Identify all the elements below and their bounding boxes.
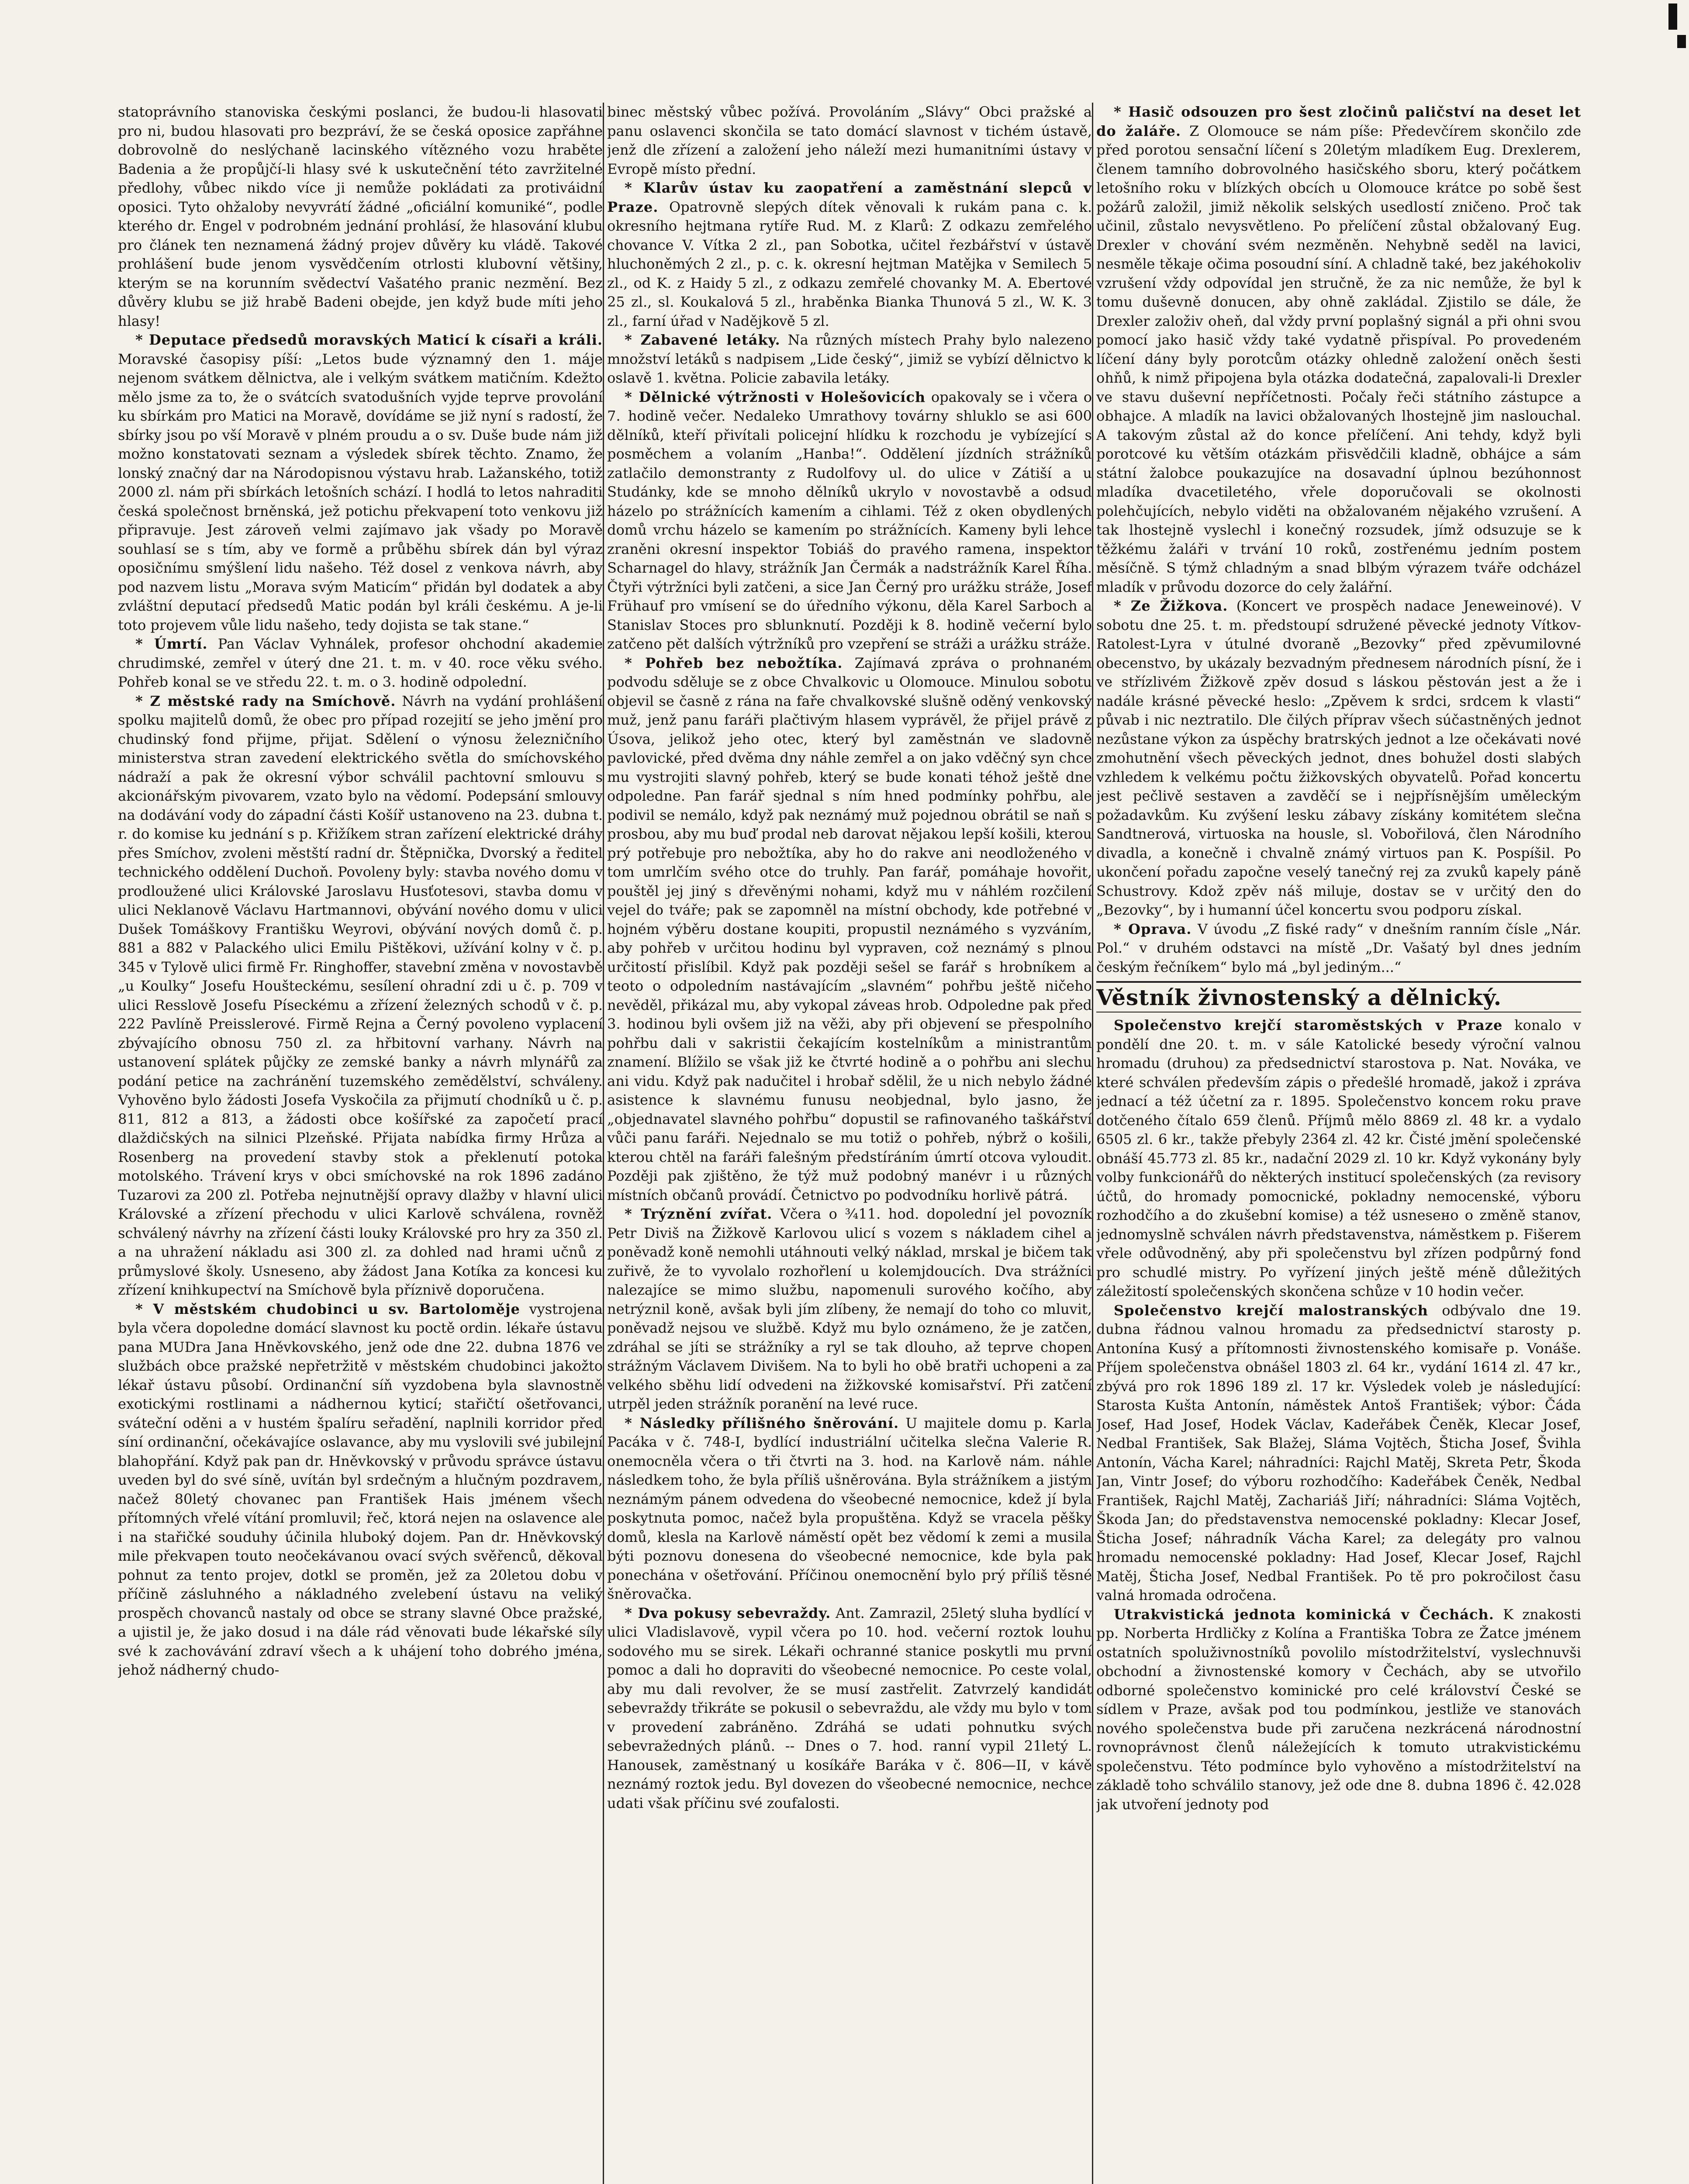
section-heading: Věstník živnostenský a dělnický. bbox=[1096, 981, 1581, 1013]
article-headline: * Dělnické výtržnosti v Holešovicích bbox=[625, 388, 926, 405]
article-headline: * Oprava. bbox=[1114, 920, 1192, 937]
article-paragraph bbox=[1096, 920, 1581, 977]
article-headline: * Následky přílišného šněrování. bbox=[625, 1414, 899, 1431]
article-body: konalo v pondělí dne 20. t. m. v sále Katolické besedy výroční valnou hromadu (druhou) za předsednictví starostova p. Nat. Nováka, ve které schválen především zápis o předešlé hromadě, jakož i zpráva jednací a též účetní za r. 1895. Společenstvo koncem roku prave dotčeného čítalo 659 členů. Příjmů mělo 8869 zl. 48 kr. a vydalo 6505 zl. 6 kr., takže přebyly 2364 zl. 42 kr. Čisté jmění společenské obnáší 45.773 zl. 85 kr., nadační 2029 zl. 10 kr. Když vykonány byly volby funkcionářů do některých institucí společenských (za revisory účtů, do hromady pomocnické, pokladny nemocenské, výboru rozhodčího a do zkušební komise) a též usnesено o změně stanov, jednomyslně schválen návrh představenstva, náměstkem p. Fišerem vřele odůvodněný, aby při společenstvu byl zřízen podpůrný fond pro schudlé mistry. Po vyřízení jiných ještě méně důležitých záležitostí společenských skončena schůze v 10 hodin večer. bbox=[1096, 1017, 1581, 1299]
article-body: (Koncert ve prospěch nadace Jeneweinové). V sobotu dne 25. t. m. předstoupí sdružené pěvecké jednoty Vítkov-Ratolest-Lyra v útulné dvoraně „Bezovky“ před zpěvumilovné obecenstvo, by ukázaly bezvadným přednesem národních písní, že i ve střízlivém Žižkově zpěv dosud s láskou pěstován jest a že i nadále krásné pěvecké heslo: „Zpěvem k srdci, srdcem k vlasti“ půvab i nic neztratilo. Dle čilých příprav všech súčastněných jednot nezůstane výkon za úspěchy bratrských jednot a lze očekávati nové zmohutnění všech pěveckých jednot, dnes bohužel dosti slabých vzhledem k velkému počtu žižkovských obyvatelů. Pořad koncertu jest pečlivě sestaven a zavděčí se i nejpřísnějším uměleckým požadavkům. Ku zvýšení lesku zábavy získány komitétem slečna Sandtnerová, virtuoska na housle, sl. Vobořilová, člen Národního divadla, a konečně i chvalně známý virtuos pan K. Pospíšil. Po ukončení pořadu započne veselý tanečný rej za zvuků kapely páně Schustrovy. Kdož zpěv náš miluje, dostav se v určitý den do „Bezovky“, by i humanní účel koncertu svou podporu získal. bbox=[1096, 598, 1581, 918]
article-paragraph bbox=[118, 635, 603, 692]
article-body: Návrh na vydání prohlášení spolku majitelů domů, že obec pro případ rozejití se jeho jmění pro chudinský fond přijme, přijat. Sdělení o výnosu železničního ministerstva stran zavedení elektrického světla do smíchovského nádraží a pak že okresní výbor schválil pachtovní smlouvu s akcionářským pivovarem, vzato bylo na vědomí. Podepsání smlouvy na dodávání vody do západní části Košíř ustanoveno na 23. dubna t. r. do komise ku jednání s p. Křižíkem stran zařízení elektrické dráhy přes Smíchov, zvoleni městští radní dr. Štěpnička, Dvorský a ředitel technického oddělení Duchoň. Povoleny byly: stavba nového domu v prodloužené ulici Královské Jaroslavu Husťotesovi, stavba domu v ulici Neklanově Václavu Hartmannovi, obývání nového domu v ulici Dušek Tomáškovy Františku Weyrovi, obývání nových domů č. p. 881 a 882 v Palackého ulici Emilu Pištěkovi, užívání kolny v č. p. 345 v Tylově ulici firmě Fr. Ringhoffer, stavební změna v novostavbě „u Koulky“ Josefu Houšteckému, sesílení ohradní zdi u č. p. 709 v ulici Resslově Josefu Píseckému a zřízení železných schodů v č. p. 222 Pavlíně Preisslerové. Firmě Rejna a Černý povoleno vyplacení zbývajícího obnosu 750 zl. za hřbitovní varhany. Návrh na ustanovení splátek půjčky ze zemské banky a návrh mlynářů za podání petice na zachránění tuzemského zemědělství, schváleny. Vyhověno bylo žádosti Josefa Vyskočila za přijmutí chodníků u č. p. 811, 812 a 813, a žádosti obce košířské za započetí prací dlaždičských na silnici Plzeňské. Přijata nabídka firmy Hrůza a Rosenberg na provedení stavby stok a překlenutí potoka motolského. Trávení krys v obci smíchovské na rok 1896 zadáno Tuzarovi za 200 zl. Potřeba nejnutnější opravy dlažby v hlavní ulici Královské a zřízení přechodu v ulici Karlově schválena, rovněž schválený návrhy na zřízení části louky Královské pro hry za 350 zl. a na uhražení nákladu asi 300 zl. za dohled nad hrami učnů z průmyslové školy. Usneseno, aby žádost Jana Kotíka za koncesi ku zřízení knihkupectví na Smíchově byla příznivě doporučena. bbox=[118, 692, 603, 1298]
article-body: V úvodu „Z fiské rady“ v dnešním ranním čísle „Nár. Pol.“ v druhém odstavci na místě „Dr. Vašatý byl dnes jedním českým řečníkem“ bylo má „byl jediným...“ bbox=[1096, 920, 1581, 975]
article-paragraph bbox=[118, 103, 603, 331]
column-rule bbox=[603, 103, 604, 2184]
article-body: Ant. Zamrazil, 25letý sluha bydlící v ulici Vladislavově, vypil včera po 10. hod. večerní roztok louhu sodového mu se sirek. Lékaři ochranné stanice poskytli mu první pomoc a dali ho dopraviti do všeobecné nemocnice. Po ceste volal, aby mu dali revolver, že se musí zastřelit. Zatvrzelý kandidát sebevraždy třikráte se pokusil o sebevraždu, ale vždy mu bylo v tom v provedení zabráněno. Zdráhá se udati pohnutku svých sebevražedných plánů. -- Dnes o 7. hod. ranní vypil 21letý L. Hanousek, zaměstnaný u kosíkáře Baráka v č. 806—II, v kávě neznámý roztok jedu. Byl dovezen do všeobecné nemocnice, nechce udati však příčinu své zoufalosti. bbox=[607, 1604, 1092, 1811]
text-column-1 bbox=[118, 103, 603, 2184]
article-paragraph bbox=[607, 1414, 1092, 1604]
article-body: odbývalo dne 19. dubna řádnou valnou hromadu za předsednictví starosty p. Antonína Kusý a přítomnosti živnostenského komisaře p. Vonáše. Příjem společenstva obnášel 1803 zl. 64 kr., vydání 1614 zl. 47 kr., zbývá pro rok 1896 189 zl. 17 kr. Výsledek voleb je následující: Starosta Kušta Antonín, náměstek Antoš František; výbor: Čáda Josef, Had Josef, Hodek Václav, Kadeřábek Čeněk, Klecar Josef, Nedbal František, Sak Blažej, Sláma Vojtěch, Šticha Josef, Švihla Antonín, Vácha Karel; náhradníci: Rajchl Matěj, Skreta Petr, Škoda Jan, Vintr Josef; do výboru rozhodčího: Kadeřábek Čeněk, Nedbal František, Rajchl Matěj, Zachariáš Jiří; náhradníci: Sláma Vojtěch, Škoda Jan; do představenstva nemocenské pokladny: Klecar Josef, Šticha Josef; náhradník Vácha Karel; za delegáty pro valnou hromadu nemocenské pokladny: Had Josef, Klecar Josef, Rajchl Matěj, Šticha Josef, Nedbal František. Po tě pro pokročilost času valná hromada odročena. bbox=[1096, 1302, 1581, 1603]
article-paragraph bbox=[1096, 1605, 1581, 1814]
article-paragraph bbox=[607, 654, 1092, 1205]
article-paragraph bbox=[607, 179, 1092, 331]
text-column-2 bbox=[607, 103, 1092, 2184]
article-paragraph bbox=[118, 331, 603, 635]
article-headline: * Pohřeb bez nebožtíka. bbox=[625, 654, 843, 671]
article-headline: * Klarův ústav ku zaopatření a zaměstnání slepců v Praze. bbox=[607, 180, 1092, 215]
article-headline: Společenstvo krejčí malostranských bbox=[1114, 1302, 1428, 1319]
article-headline: * Hasič odsouzen pro šest zločinů paličství na deset let do žaláře. bbox=[1096, 104, 1581, 139]
article-paragraph bbox=[607, 1205, 1092, 1414]
article-body: Opatrovně slepých dítek věnovali k rukám pana c. k. okresního hejtmana rytíře Rud. M. z Klarů: Z odkazu zemřelého chovance V. Vítka 2 zl., pan Sobotka, učitel řezbářství v ústavě hluchoněmých 2 zl., p. c. k. okresní hejtman Matějka v Semilech 5 zl., od K. z Haidy 5 zl., z odkazu zemřelé chovanky M. A. Ebertové 25 zl., sl. Koukalová 5 zl., hraběnka Bianka Thunová 5 zl., W. K. 3 zl., farní úřad v Nadějkově 5 zl. bbox=[607, 198, 1092, 329]
text-column-3 bbox=[1096, 103, 1581, 2184]
article-headline: Společenstvo krejčí staroměstských v Praze bbox=[1114, 1017, 1503, 1033]
article-headline: * Z městské rady na Smíchově. bbox=[135, 692, 396, 709]
article-body: opakovaly se i včera o 7. hodině večer. Nedaleko Umrathovy továrny shluklo se asi 600 dělníků, kteří přivítali policejní hlídku k rozchodu je vybízející s posměchem a volaním „Hanba!“. Oddělení jízdních strážníků zatlačilo demonstranty z Rudolfovy ul. do ulice v Zátiší a u Studánky, kde se mnoho dělníků ukrylo v novostavbě a odsud házelo po strážnících kamením a cihlami. Též z oken obydlených domů vrchu házelo se kamením po strážnících. Kameny byli lehce zraněni okresní inspektor Tobiáš do pravého ramena, inspektor Scharnagel do hlavy, strážník Jan Čermák a nadstrážník Karel Říha. Čtyři výtržníci byli zatčeni, a sice Jan Černý pro urážku stráže, Josef Frühauf pro vmísení se do úředního výkonu, děla Karel Sarboch a Stanislav Stoces pro sblunknutí. Později k 8. hodině večerní bylo zatčeno pět dalších výtržníků pro vzepření se stráži a urážku stráže. bbox=[607, 388, 1092, 652]
article-paragraph bbox=[118, 1300, 603, 1680]
article-body: U majitele domu p. Karla Pacáka v č. 748-I, bydlící industriální učitelka slečna Valerie R. onemocněla včera o tři čtvrti na 3. hod. na Karlově nám. náhle následkem toho, že byla příliš ušněrována. Byla strážníkem a jistým neznámým pánem odvedena do všeobecné nemocnice, kdež jí byla poskytnuta pomoc, načež byla propuštěna. Když se vracela pěšky domů, klesla na Karlově náměstí opět bez vědomí k zemi a musila býti poznovu donesena do všeobecné nemocnice, kde byla pak ponechána v ošetřování. Příčinou onemocnění bylo prý příliš těsné šněrovačka. bbox=[607, 1414, 1092, 1602]
page-edge-mark bbox=[1668, 3, 1677, 30]
article-body: Moravské časopisy píší: „Letos bude významný den 1. máje nejenom svátkem dělnictva, ale i velkým svátkem matičním. Kdežto mělo jsme za to, že o svátcích svatodušních vyjde teprve provolání ku sbírkám pro Matici na Moravě, dovídáme se již nyní s radostí, že sbírky jsou po vší Moravě v plném proudu a o sv. Duše bude nám již možno konstatovati seznam a výsledek sbírek těchto. Znamo, že lonský značný dar na Národopisnou výstavu hrab. Lažanského, totiž 2000 zl. nám při sbírkách letošních schází. I hodlá to letos nahraditi česká společnost brněnská, jež potichu překvapení toto venkovu již připravuje. Jest zároveň velmi zajímavo jak všady po Moravě souhlasí se s tím, aby ve formě a průběhu sbírek dán byl výraz oposičnímu smýšlení lidu našeho. Též dosel z venkova návrh, aby pod nazvem listu „Morava svým Maticím“ přidán byl dodatek a aby zvláštní deputací předsedů Matic podán byl králi českému. A je-li toto projevem vůle lidu našeho, tedy dojista se tak stane.“ bbox=[118, 350, 603, 633]
article-paragraph bbox=[607, 1604, 1092, 1813]
article-body: Včera o ¾11. hod. dopolední jel povozník Petr Diviš na Žižkově Karlovou ulicí s vozem s nákladem cihel a poněvadž koně nemohli utáhnouti velký náklad, mrskal je bičem tak zuřivě, že to vyvolalo rozhořlení u kolemjdoucích. Dva strážníci nalezajíce se mimo službu, napomenuli surového kočího, aby netrýznil koně, avšak byli jím zlíbeny, že nemají do toho co mluvit, poněvadž nejsou ve službě. Když mu bylo oznámeno, že je zatčen, zdráhal se jíti se strážníky a ryl se tak dlouho, až teprve chopen strážným Václavem Divišem. Na to byli ho obě bratři uchopeni a za velkého sběhu lidí odvedeni na žižkovské komisařství. Při zatčení utrpěl jeden strážník poranění na levé ruce. bbox=[607, 1206, 1092, 1412]
article-paragraph bbox=[1096, 597, 1581, 920]
article-headline: * Trýznění zvířat. bbox=[625, 1206, 773, 1222]
article-paragraph bbox=[607, 331, 1092, 388]
article-body: K znakosti pp. Norberta Hrdličky z Kolína a Františka Tobra ze Žatce jménem ostatních spoluživnostníků povolilo místodržitelství, vyslechnuvši obchodní a živnostenské komory v Čechách, aby se utvořilo odborné společenstvo kominické pro celé království České se sídlem v Praze, avšak pod tou podmínkou, jestliže ve stanovách nového společenstva bude při zaručena nezkrácená národnostní rovnoprávnost členů náležejících k tomuto utrakvistickému společenstvu. Této podmínce bylo vyhověno a místodržitelství na základě toho schválilo stanovy, jež ode dne 8. dubna 1896 č. 42.028 jak utvoření jednoty pod bbox=[1096, 1606, 1581, 1813]
article-paragraph bbox=[1096, 1016, 1581, 1301]
article-headline: * Zabavené letáky. bbox=[625, 332, 781, 348]
article-body: Na různých místech Prahy bylo nalezeno množství letáků s nadpisem „Lide český“, jimiž se vybízí dělnictvo k oslavě 1. května. Policie zabavila letáky. bbox=[607, 332, 1092, 386]
article-paragraph bbox=[607, 388, 1092, 654]
article-paragraph bbox=[118, 692, 603, 1300]
article-body: Pan Václav Vyhnálek, profesor ohchodní akademie chrudimské, zemřel v úterý dne 21. t. m. v 40. roce věku svého. Pohřeb konal se ve středu 22. t. m. o 3. hodině odpolední. bbox=[118, 636, 603, 690]
article-headline: * Úmrtí. bbox=[135, 636, 208, 652]
column-rule bbox=[1092, 103, 1093, 2184]
article-body: binec městský vůbec požívá. Provoláním „Slávy“ Obci pražské a panu oslavenci skončila se tato domácí slavnost v tichém ústavě, jenž dle zřízení a založení jeho náleží mezi humanitními ústavy v Evropě místo přední. bbox=[607, 104, 1092, 177]
article-body: Z Olomouce se nám píše: Předevčírem skončilo zde před porotou sensační líčení s 20letým mladíkem Eug. Drexlerem, členem tamního dobrovolného hasičského sboru, který počátkem letošního roku v blízkých obcích u Olomouce krátce po sobě šest požárů založil, jimiž několik selských usedlostí zničeno. Proč tak učinil, zůstalo nevysvětleno. Po přelíčení zůstal obžalovaný Eug. Drexler v chování svém nezměněn. Nehybně seděl na lavici, nesměle těkaje očima posoudní síní. A chladně také, bez jakéhokoliv vzrušení vždy odpovídal jen stručně, že za nic nemůže, že byl k tomu duševně donucen, aby ohně zakládal. Zjistilo se dále, že Drexler založiv oheň, dal vždy první poplašný signál a při ohni svou pomocí jako hasič vždy také vydatně přispíval. Po provedeném líčení dány byly porotcům otázky ohledně založení oněch šesti ohňů, k nimž připojena byla otázka dodatečná, zapalovali-li Drexler ve stavu duševní nepříčetnosti. Počaly řeči státního zástupce a obhajce. A mladík na lavici obžalovaných lhostejně jim naslouchal. A takovým zůstal až do konce přelíčení. Ani tehdy, když byli porotcové ku větším otázkám přisvědčili kladně, obhájce a sám státní žalobce poukazujíce na dosavadní úplnou bezúhonnost mladíka dvacetiletého, vřele doporučovali se okolnosti polehčujících, nebylo viděti na obžalovaném nějakého vzrušení. A tak lhostejně vyslechl i konečný rozsudek, jímž odsuzuje se k těžkému žaláři v trvání 10 roků, zostřenému jedním postem měsíčně. S týmž chladným a snad blbým výrazem tváře odcházel mladík v průvodu dozorce do cely žalářní. bbox=[1096, 122, 1581, 595]
article-headline: * Deputace předsedů moravských Maticí k císaři a králi. bbox=[135, 332, 603, 348]
article-paragraph bbox=[1096, 103, 1581, 597]
article-paragraph bbox=[607, 103, 1092, 179]
article-body: vystrojena byla včera dopoledne domácí slavnost ku poctě ordin. lékaře ústavu pana MUDra Jana Hněvkovského, jenž ode dne 22. dubna 1876 ve službách obce pražské nepřetržitě v městském chudobinci jakožto lékař ústavu působí. Ordinanční síň vyzdobena byla slavnostně exotickými rostlinami a nádhernou kyticí; stařičtí ošetřovanci, sváteční oděni a v hustém špalíru seřadění, naplnili korridor před síní ordinanční, očekávajíce oslavance, aby mu vyslovili své jubilejní blahopřání. Když pak pan dr. Hněvkovský v průvodu správce ústavu uveden byl do své síně, uvítán byl srdečným a hlučným pozdravem, načež 80letý chovanec pan František Hais jménem všech přítomných vřelé vítání promluvil; řeč, ktorá nejen na oslavence ale i na stařičké souduhy účinila hluboký dojem. Pan dr. Hněvkovský mile překvapen touto neočekávanou ovací svých svěřenců, děkoval pohnut za tento projev, dotkl se proměn, jež za 20letou dobu v příčině zásluhného a nákladného zvelebení ústavu na veliký prospěch chovanců nastaly od obce se strany slavné Obce pražské, a ujistil je, že jako dosud i na dále rád věnovati bude lékařské síly své k zachovávání zdraví všech a k uhájení toho dobrého jména, jehož nádherný chudo- bbox=[118, 1300, 603, 1678]
article-headline: * Ze Žižkova. bbox=[1114, 598, 1228, 614]
article-headline: * Dva pokusy sebevraždy. bbox=[625, 1604, 831, 1621]
page-edge-mark bbox=[1677, 35, 1686, 48]
article-body: statoprávního stanoviska českými poslanci, že budou-li hlasovati pro ni, budou hlasovati pro bezpráví, že se česká oposice zapřáhne dobrovolně do neslýchaně lacinského vítězného vozu hraběte Badenia a že propůjčí-li hlasy své k uskutečnění této zavržitelné předlohy, vůbec nikdo více ji nemůže pokládati za protiváidní oposici. Tyto ohžaloby nevyvrátí žádné „oficiální komuniké“, podle kterého dr. Engel v podrobném jednání prohlásí, že hlasování klubu pro článek ten neznamená žádný projev důvěry ku vládě. Takové prohlášení bude jenom vysvědčením otrlosti klubovní většiny, kterým se na korunním svědectví Vašatého pranic nezmění. Bez důvěry klubu se již hrabě Badeni obejde, jen když bude míti jeho hlasy! bbox=[118, 104, 603, 329]
article-paragraph bbox=[1096, 1301, 1581, 1605]
article-body: Zajímavá zpráva o prohnaném podvodu sděluje se z obce Chvalkovic u Olomouce. Minulou sobotu objevil se časně z rána na faře chvalkovské slušně oděný venkovský muž, jenž panu faráři plačtivým hlasem vyprávěl, že přijel právě z Úsova, jelikož jeho otec, který byl zaměstnán ve sladovně pavlovické, před dvěma dny náhle zemřel a on jako vděčný syn chce mu vystrojiti slavný pohřeb, který se bude konati téhož ještě dne odpoledne. Pan farář sjednal s ním hned podmínky pohřbu, ale podivil se nemálo, když pak neznámý muž pojednou obrátil se naň s prosbou, aby mu buď prodal neb darovat nějakou lepší košili, kterou prý potřebuje pro nebožtíka, aby ho do rakve ani neodloženého v tom umrlčím svého otce do truhly. Pan farář, pomáhaje hovořit, pouštěl jej jiný s dřevěnými nohami, když mu v náhlém rozčilení vejel do tváře; pak se zapomněl na místní obchody, kde potřebné v hojném výběru dostane koupiti, propustil neznámého s vyzváním, aby pohřeb v určitou hodinu byl vypraven, což neznámý s plnou určitostí přislíbil. Když pak později sešel se farář s hrobníkem a teoto o odpoledním nastávajícím „slavném“ pohřbu ještě ničeho nevěděl, přikázal mu, aby vykopal záveas hrob. Odpoledne pak před 3. hodinou byli ovšem již na věži, aby při objevení se přespolního pohřbu dali v sakristii čekajícím kostelníkům a ministrantům znamení. Blížilo se však již ke čtvrté hodině a o pohřbu ani slechu ani vidu. Když pak nadučitel i hrobař sdělil, že u nich nebylo žádné asistence k slavnému funusu neobjednal, bylo jasno, že „objednavatel slavného pohřbu“ dopustil se rafinovaného taškářství vůči panu faráři. Nejednalo se mu totiž o pohřeb, nýbrž o košili, kterou chtěl na faráři falešným předstíráním úmrtí otcova vyloudit. Později pak zjištěno, že týž muž podobný manévr i u různých místních občanů provádí. Četnictvo po podvodníku horlivě pátrá. bbox=[607, 654, 1092, 1203]
article-headline: Utrakvistická jednota kominická v Čechách. bbox=[1114, 1606, 1494, 1623]
article-headline: * V městském chudobinci u sv. Bartoloměje bbox=[135, 1300, 520, 1317]
